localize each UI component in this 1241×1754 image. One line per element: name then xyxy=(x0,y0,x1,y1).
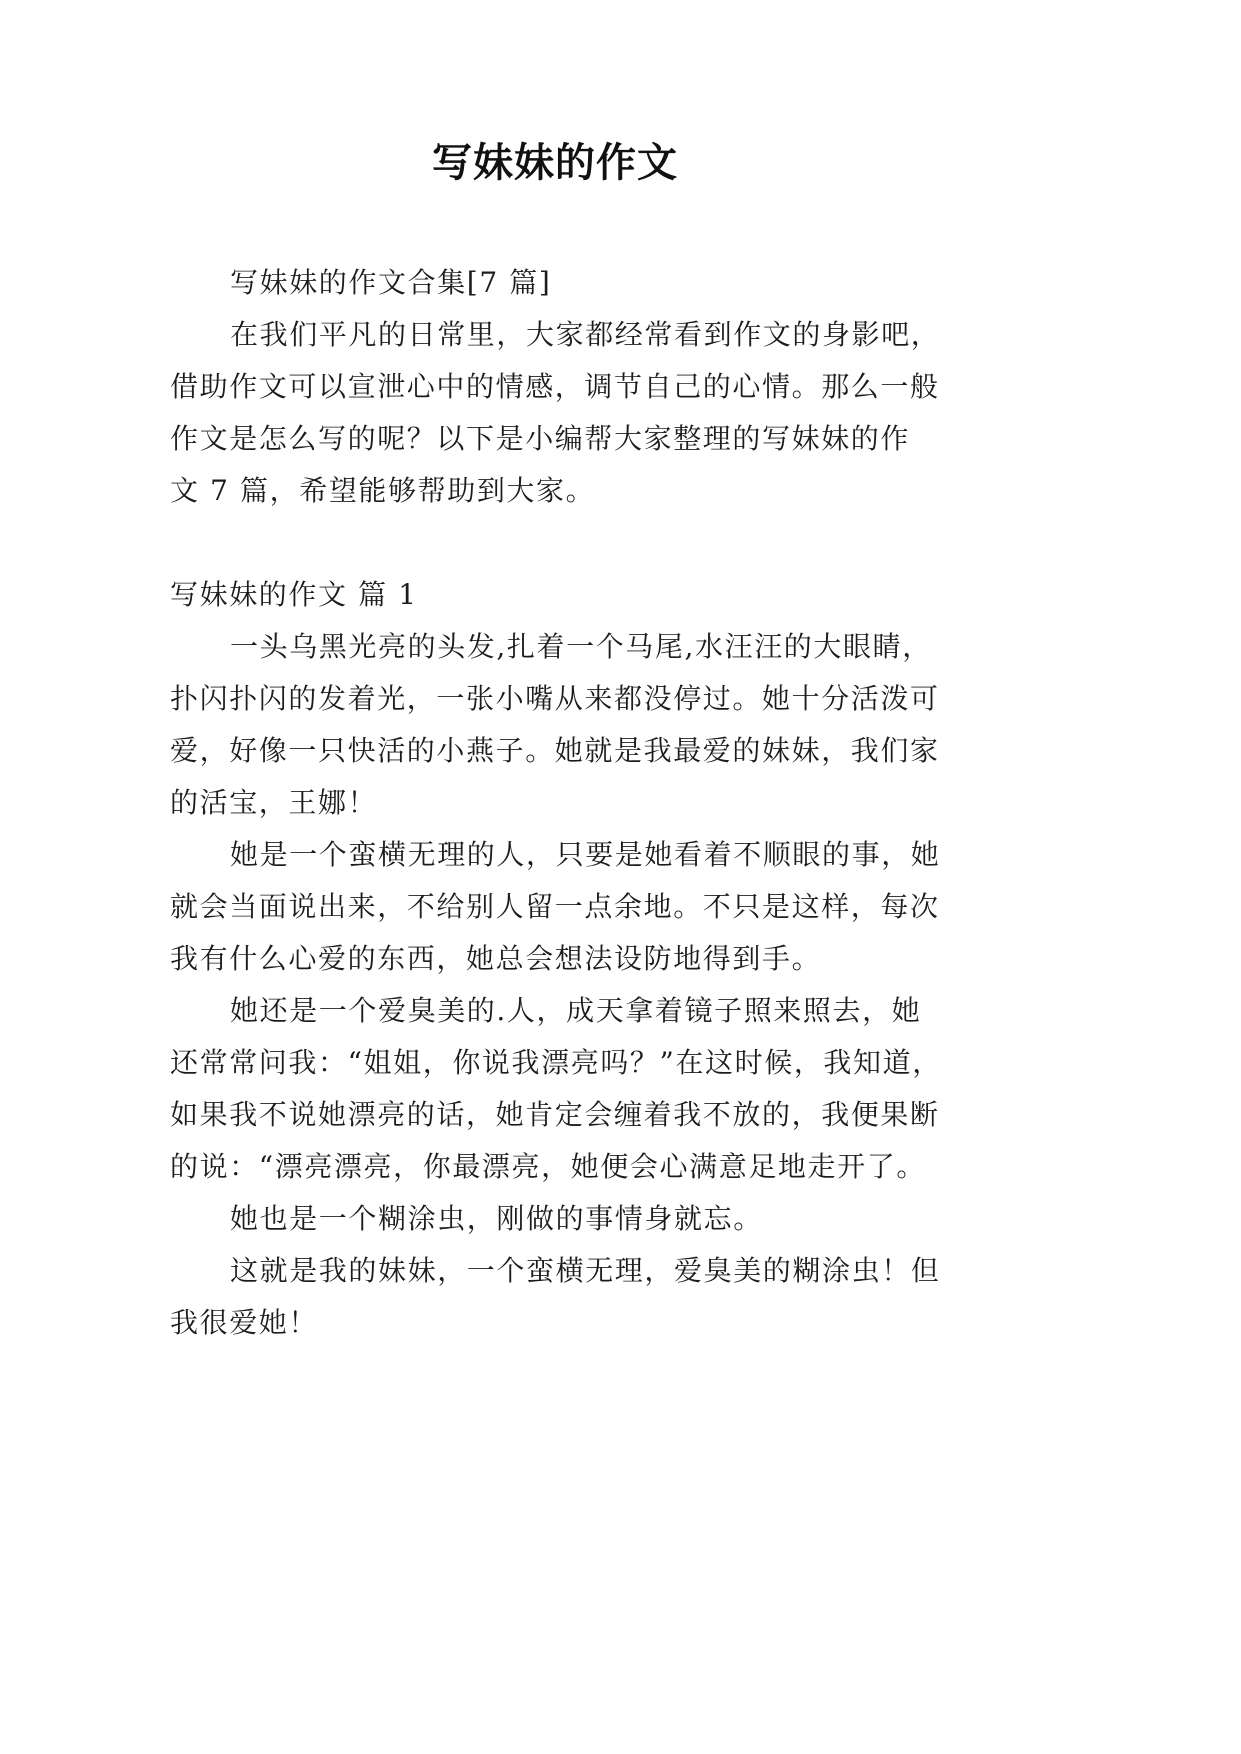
paragraph xyxy=(170,985,990,1193)
text-line: 一头乌黑光亮的头发,扎着一个马尾,水汪汪的大眼睛， xyxy=(230,630,932,663)
essay-section xyxy=(170,569,990,1349)
section-heading: 写妹妹的作文 篇 1 xyxy=(170,578,418,611)
blank-line xyxy=(170,517,990,569)
text-line: 我很爱她！ xyxy=(170,1306,319,1339)
text-line: 扑闪扑闪的发着光，一张小嘴从来都没停过。她十分活泼可 xyxy=(170,682,940,715)
text-line: 我有什么心爱的东西，她总会想法设防地得到手。 xyxy=(170,942,822,975)
text-line: 作文是怎么写的呢？以下是小编帮大家整理的写妹妹的作 xyxy=(170,422,911,455)
text-line: 她是一个蛮横无理的人，只要是她看着不顺眼的事，她 xyxy=(230,838,941,871)
intro-paragraph xyxy=(170,309,990,517)
text-line: 的说：“漂亮漂亮，你最漂亮，她便会心满意足地走开了。 xyxy=(170,1150,926,1183)
paragraph xyxy=(170,829,990,985)
text-line: 文 7 篇，希望能够帮助到大家。 xyxy=(170,474,596,507)
paragraph xyxy=(170,621,990,829)
text-line: 的活宝，王娜！ xyxy=(170,786,378,819)
document-body xyxy=(170,257,990,1349)
text-line: 还常常问我：“姐姐，你说我漂亮吗？”在这时候，我知道， xyxy=(170,1046,942,1079)
text-line: 在我们平凡的日常里，大家都经常看到作文的身影吧， xyxy=(230,318,941,351)
paragraph xyxy=(170,1245,990,1349)
text-line: 她也是一个糊涂虫，刚做的事情身就忘。 xyxy=(230,1202,763,1235)
text-line: 爱，好像一只快活的小燕子。她就是我最爱的妹妹，我们家 xyxy=(170,734,940,767)
document-title: 写妹妹的作文 xyxy=(432,140,678,186)
text-line: 就会当面说出来，不给别人留一点余地。不只是这样，每次 xyxy=(170,890,940,923)
collection-heading: 写妹妹的作文合集[7 篇] xyxy=(230,266,552,299)
text-line: 借助作文可以宣泄心中的情感，调节自己的心情。那么一般 xyxy=(170,370,940,403)
text-line: 如果我不说她漂亮的话，她肯定会缠着我不放的，我便果断 xyxy=(170,1098,940,1131)
paragraph xyxy=(170,1193,990,1245)
text-line: 这就是我的妹妹，一个蛮横无理，爱臭美的糊涂虫！但 xyxy=(230,1254,941,1287)
text-line: 她还是一个爱臭美的.人，成天拿着镜子照来照去，她 xyxy=(230,994,922,1027)
